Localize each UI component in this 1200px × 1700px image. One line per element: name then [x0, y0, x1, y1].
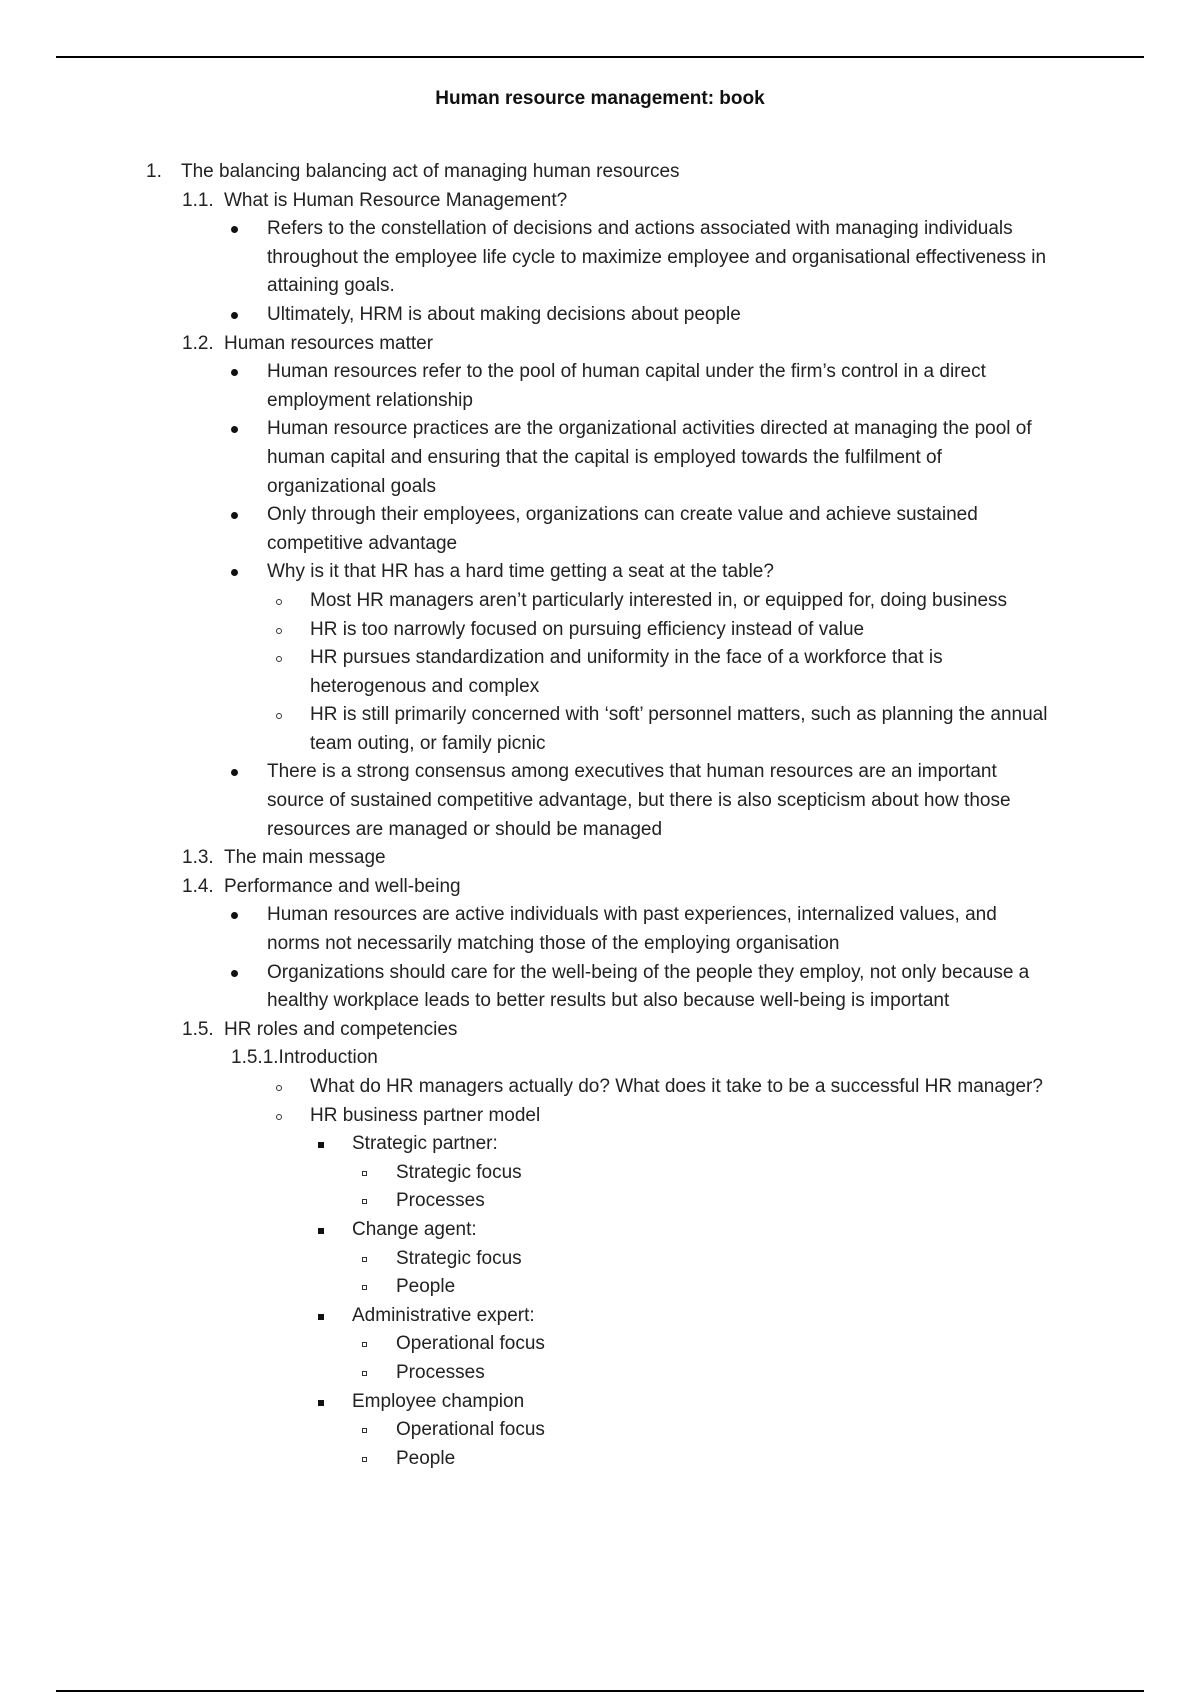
outline-text: Strategic partner: — [352, 1133, 498, 1155]
bullet-dot-icon — [231, 569, 238, 576]
outline-text: Human resources matter — [224, 332, 434, 354]
outline-text: The main message — [224, 847, 386, 869]
outline-text: Employee champion — [352, 1390, 525, 1412]
outline-text: Administrative expert: — [352, 1304, 535, 1326]
outline-bullet-item — [0, 1159, 1200, 1188]
bullet-circle-icon — [276, 1114, 282, 1120]
bullet-circle-icon — [276, 628, 282, 634]
outline-number: 1.5. — [182, 1018, 214, 1040]
outline-text: Why is it that HR has a hard time getting a seat at the table? — [267, 561, 774, 583]
document-title: Human resource management: book — [435, 88, 765, 109]
bullet-dot-icon — [231, 226, 238, 233]
bullet-small-square-icon — [362, 1257, 367, 1262]
bullet-circle-icon — [276, 1085, 282, 1091]
header-rule — [56, 56, 1144, 58]
outline-text: Operational focus — [396, 1419, 545, 1441]
bullet-square-icon — [318, 1314, 324, 1320]
bullet-dot-icon — [231, 312, 238, 319]
outline-bullet-item — [0, 415, 1200, 501]
outline-text: Introduction — [278, 1047, 378, 1069]
outline-bullet-item — [0, 644, 1200, 701]
outline-number: 1.3. — [182, 847, 214, 869]
outline-bullet-item — [0, 1102, 1200, 1131]
outline-text: People — [396, 1447, 456, 1469]
outline-bullet-item — [0, 1273, 1200, 1302]
bullet-small-square-icon — [362, 1285, 367, 1290]
outline-text: Ultimately, HRM is about making decisions about people — [267, 303, 741, 325]
bullet-dot-icon — [231, 769, 238, 776]
outline-bullet-item — [0, 501, 1200, 558]
outline-bullet-item — [0, 1416, 1200, 1445]
outline-number: 1.1. — [182, 189, 214, 211]
outline-text: Human resource practices are the organizational activities directed at managing the pool of human capital and ensuring that the capital is employed towards the fulfilment of organizational goals — [267, 418, 1032, 497]
outline-text: Processes — [396, 1361, 485, 1383]
outline-number: 1. — [146, 161, 162, 182]
bullet-circle-icon — [276, 599, 282, 605]
outline-text: Human resources refer to the pool of human capital under the firm’s control in a direct employment relationship — [267, 361, 986, 411]
outline-text: Strategic focus — [396, 1161, 522, 1183]
outline-text: Organizations should care for the well-being of the people they employ, not only because a healthy workplace leads to better results but also because well-being is important — [267, 961, 1030, 1012]
outline-heading — [0, 330, 1200, 359]
bullet-small-square-icon — [362, 1171, 367, 1176]
outline-bullet-item — [0, 558, 1200, 587]
outline-bullet-item — [0, 358, 1200, 415]
outline-text: HR is still primarily concerned with ‘soft’ personnel matters, such as planning the annual team outing, or family picnic — [310, 704, 1048, 754]
bullet-small-square-icon — [362, 1428, 367, 1433]
outline-heading — [0, 873, 1200, 902]
outline-text: Processes — [396, 1190, 485, 1212]
outline-text: Change agent: — [352, 1218, 477, 1240]
bullet-small-square-icon — [362, 1342, 367, 1347]
outline-text: The balancing balancing act of managing human resources — [181, 161, 680, 182]
footer-rule — [56, 1690, 1144, 1692]
outline-text: HR roles and competencies — [224, 1018, 458, 1040]
outline-text: Only through their employees, organizations can create value and achieve sustained competitive advantage — [267, 504, 978, 554]
outline-heading — [0, 844, 1200, 873]
outline-text: HR pursues standardization and uniformity in the face of a workforce that is heterogenous and complex — [310, 647, 943, 697]
bullet-square-icon — [318, 1142, 324, 1148]
bullet-small-square-icon — [362, 1457, 367, 1462]
outline-bullet-item — [0, 1359, 1200, 1388]
outline-bullet-item — [0, 215, 1200, 301]
outline-bullet-item — [0, 1073, 1200, 1102]
outline-heading — [0, 1016, 1200, 1045]
outline-text: What is Human Resource Management? — [224, 189, 568, 211]
outline-text: HR business partner model — [310, 1104, 541, 1126]
outline-bullet-item — [0, 1330, 1200, 1359]
outline-heading — [0, 158, 1200, 187]
outline-bullet-item — [0, 901, 1200, 958]
outline-text: What do HR managers actually do? What does it take to be a successful HR manager? — [310, 1076, 1043, 1097]
bullet-square-icon — [318, 1400, 324, 1406]
bullet-small-square-icon — [362, 1371, 367, 1376]
outline-bullet-item — [0, 1130, 1200, 1159]
outline-text: HR is too narrowly focused on pursuing efficiency instead of value — [310, 618, 865, 640]
outline-text: Refers to the constellation of decisions and actions associated with managing individuals throughout the employee life cycle to maximize employee and organisational effectiveness in attaining goals. — [267, 218, 1047, 297]
outline-number: 1.5.1. — [231, 1047, 279, 1069]
outline-bullet-item — [0, 1216, 1200, 1245]
outline-bullet-item — [0, 1302, 1200, 1331]
outline-bullet-item — [0, 301, 1200, 330]
bullet-dot-icon — [231, 426, 238, 433]
bullet-dot-icon — [231, 970, 238, 977]
outline-bullet-item — [0, 1187, 1200, 1216]
outline-bullet-item — [0, 701, 1200, 758]
bullet-dot-icon — [231, 369, 238, 376]
outline-bullet-item — [0, 1245, 1200, 1274]
outline-list — [0, 158, 1200, 1473]
outline-bullet-item — [0, 1445, 1200, 1474]
outline-heading — [0, 187, 1200, 216]
outline-text: Strategic focus — [396, 1247, 522, 1269]
outline-bullet-item — [0, 758, 1200, 844]
outline-number: 1.4. — [182, 875, 214, 897]
bullet-circle-icon — [276, 713, 282, 719]
bullet-square-icon — [318, 1228, 324, 1234]
bullet-dot-icon — [231, 512, 238, 519]
outline-bullet-item — [0, 1388, 1200, 1417]
outline-bullet-item — [0, 587, 1200, 616]
outline-text: Most HR managers aren’t particularly interested in, or equipped for, doing business — [310, 589, 1008, 611]
outline-text: Performance and well-being — [224, 875, 461, 897]
outline-bullet-item — [0, 959, 1200, 1016]
outline-bullet-item — [0, 616, 1200, 645]
outline-text: Human resources are active individuals with past experiences, internalized values, and norms not necessarily matching those of the employing organisation — [267, 904, 997, 955]
outline-text: People — [396, 1276, 456, 1298]
outline-number: 1.2. — [182, 332, 214, 354]
outline-heading — [0, 1044, 1200, 1073]
bullet-dot-icon — [231, 912, 238, 919]
outline-text: Operational focus — [396, 1333, 545, 1355]
bullet-small-square-icon — [362, 1199, 367, 1204]
outline-text: There is a strong consensus among executives that human resources are an important source of sustained competitive advantage, but there is also scepticism about how those resources are managed or should be managed — [267, 761, 1011, 840]
bullet-circle-icon — [276, 656, 282, 662]
